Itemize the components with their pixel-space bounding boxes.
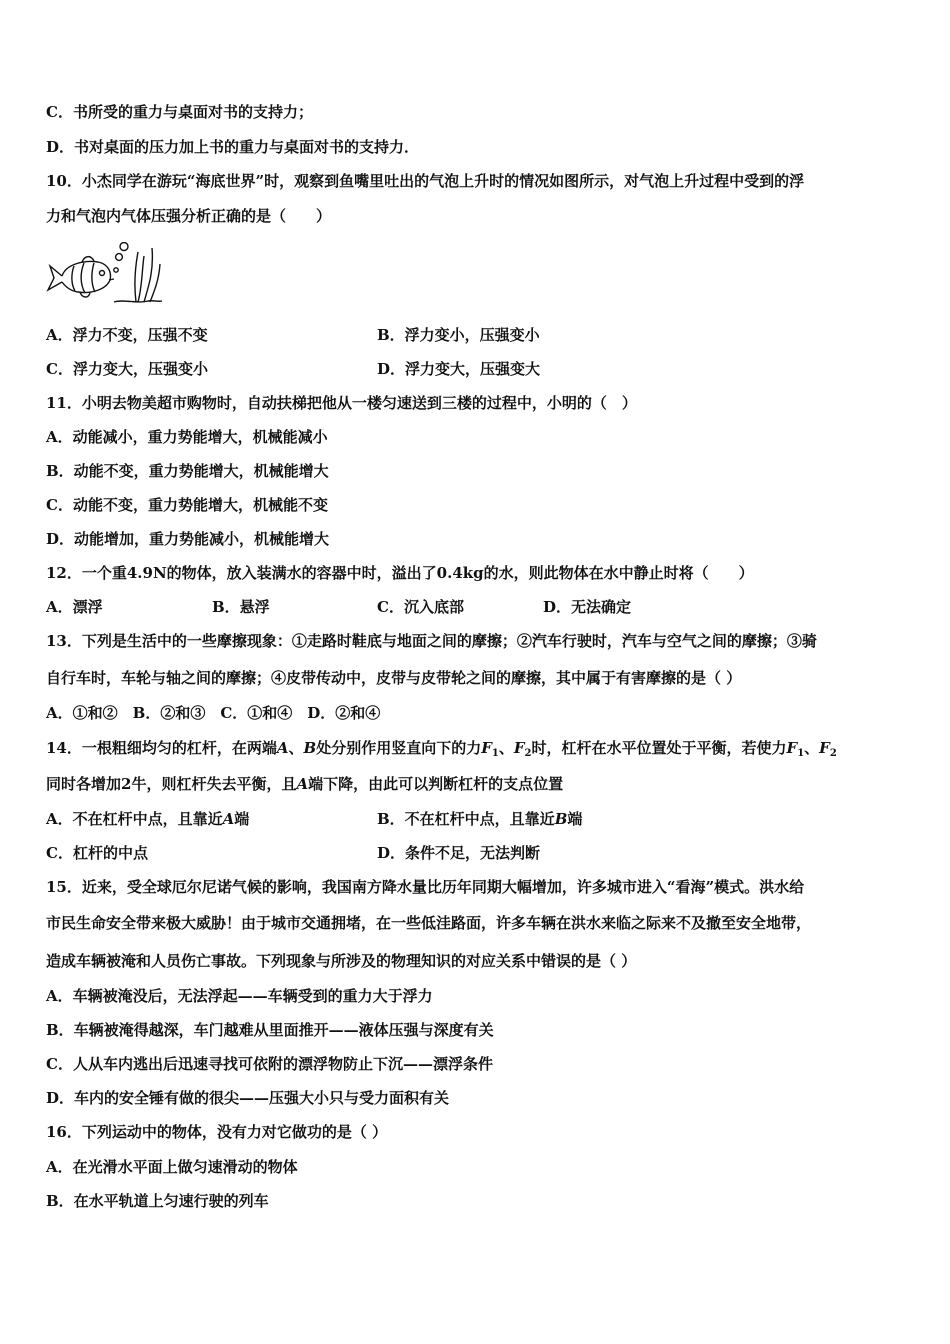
q15-stem-line2: 市民生命安全带来极大威胁！由于城市交通拥堵，在一些低洼路面，许多车辆在洪水来临之际来不及撤至安全地带， xyxy=(46,914,812,932)
q14-text: 14．一根粗细均匀的杠杆，在两端 xyxy=(46,739,277,757)
q13-stem-line1: 13．下列是生活中的一些摩擦现象：①走路时鞋底与地面之间的摩擦；②汽车行驶时，汽车与空气之间的摩擦；③骑 xyxy=(46,632,817,650)
q14-subscript: 1 xyxy=(797,748,805,759)
q14-sep: 、 xyxy=(804,739,820,757)
q14-end-b: B xyxy=(554,810,568,828)
q10-stem-line2: 力和气泡内气体压强分析正确的是（ ） xyxy=(46,207,332,225)
q14-force-symbol: F xyxy=(513,739,525,757)
bubble-small xyxy=(114,268,118,272)
fish-eye xyxy=(100,271,105,276)
q9-option-d: D．书对桌面的压力加上书的重力与桌面对书的支持力． xyxy=(46,138,420,156)
q12-stem: 12．一个重4.9N的物体，放入装满水的容器中时，溢出了0.4kg的水，则此物体在水中静止时将（ ） xyxy=(46,564,754,582)
q10-option-a: A．浮力不变，压强不变 xyxy=(46,326,208,344)
q14-end-b: B xyxy=(303,739,317,757)
q12-option-a: A．漂浮 xyxy=(46,598,103,616)
q14-force-symbol: F xyxy=(819,739,830,757)
fish-body-shape xyxy=(62,262,111,293)
q14-subscript: 2 xyxy=(829,748,837,759)
q13-stem-line2: 自行车时，车轮与轴之间的摩擦；④皮带传动中，皮带与皮带轮之间的摩擦，其中属于有害摩擦的是（ ） xyxy=(46,669,742,687)
q14-stem-line2 xyxy=(46,774,563,794)
q14-force-symbol: F xyxy=(481,739,492,757)
fish-bubbles-figure xyxy=(44,242,164,306)
bubble-large xyxy=(120,243,128,251)
q11-stem: 11．小明去物美超市购物时，自动扶梯把他从一楼匀速送到三楼的过程中，小明的（ ） xyxy=(46,394,637,412)
fish-mouth xyxy=(109,279,114,280)
q14-option-text: A．不在杠杆中点，且靠近 xyxy=(46,810,223,828)
q16-option-b: B．在水平轨道上匀速行驶的列车 xyxy=(46,1192,269,1210)
q15-stem-line3: 造成车辆被淹和人员伤亡事故。下列现象与所涉及的物理知识的对应关系中错误的是（ ） xyxy=(46,952,637,970)
bubble-medium xyxy=(116,254,123,261)
q14-text: 处分别作用竖直向下的力 xyxy=(316,739,482,757)
q16-option-a: A．在光滑水平面上做匀速滑动的物体 xyxy=(46,1158,298,1176)
q14-option-a xyxy=(46,809,249,829)
q15-option-b: B．车辆被淹得越深，车门越难从里面推开——液体压强与深度有关 xyxy=(46,1021,494,1039)
q14-sep: 、 xyxy=(288,739,304,757)
q12-option-b: B．悬浮 xyxy=(212,598,270,616)
q14-subscript: 2 xyxy=(524,748,532,759)
q14-text: 时，杠杆在水平位置处于平衡，若使力 xyxy=(531,739,787,757)
q14-option-text: 端 xyxy=(234,810,250,828)
q14-text: 端下降，由此可以判断杠杆的支点位置 xyxy=(308,775,564,793)
q14-end-a: A xyxy=(222,810,235,828)
q10-stem-line1: 10．小杰同学在游玩“海底世界”时，观察到鱼嘴里吐出的气泡上升时的情况如图所示，对气泡上升过程中受到的浮 xyxy=(46,172,805,190)
q16-stem: 16．下列运动中的物体，没有力对它做功的是（ ） xyxy=(46,1123,388,1141)
q14-option-c: C．杠杆的中点 xyxy=(46,844,148,862)
q15-stem-line1: 15．近来，受全球厄尔尼诺气候的影响，我国南方降水量比历年同期大幅增加，许多城市进入“看海”模式。洪水给 xyxy=(46,878,805,896)
q14-end-a: A xyxy=(296,775,309,793)
q14-subscript: 1 xyxy=(491,748,499,759)
q14-end-a: A xyxy=(276,739,289,757)
q12-option-c: C．沉入底部 xyxy=(377,598,464,616)
q11-option-a: A．动能减小，重力势能增大，机械能减小 xyxy=(46,428,328,446)
q9-option-c: C．书所受的重力与桌面对书的支持力； xyxy=(46,103,313,121)
q13-options: A．①和② B．②和③ C．①和④ D．②和④ xyxy=(46,704,381,722)
q14-option-text: 端 xyxy=(567,810,583,828)
q12-option-d: D．无法确定 xyxy=(543,598,632,616)
q14-option-d: D．条件不足，无法判断 xyxy=(377,844,541,862)
seaweed xyxy=(135,248,160,302)
q14-stem-line1 xyxy=(46,738,837,764)
q11-option-b: B．动能不变，重力势能增大，机械能增大 xyxy=(46,462,329,480)
q14-option-b xyxy=(377,809,582,829)
q14-option-text: B．不在杠杆中点，且靠近 xyxy=(377,810,555,828)
q10-option-c: C．浮力变大，压强变小 xyxy=(46,360,208,378)
q15-option-a: A．车辆被淹没后，无法浮起——车辆受到的重力大于浮力 xyxy=(46,987,433,1005)
fish-stripes xyxy=(72,263,95,293)
q15-option-d: D．车内的安全锤有做的很尖——压强大小只与受力面积有关 xyxy=(46,1089,450,1107)
q11-option-c: C．动能不变，重力势能增大，机械能不变 xyxy=(46,496,328,514)
q14-sep: 、 xyxy=(498,739,514,757)
q10-option-d: D．浮力变大，压强变大 xyxy=(377,360,541,378)
q11-option-d: D．动能增加，重力势能减小，机械能增大 xyxy=(46,530,330,548)
q15-option-c: C．人从车内逃出后迅速寻找可依附的漂浮物防止下沉——漂浮条件 xyxy=(46,1055,493,1073)
q14-force-symbol: F xyxy=(786,739,798,757)
q10-option-b: B．浮力变小，压强变小 xyxy=(377,326,540,344)
q14-text: 同时各增加2牛，则杠杆失去平衡，且 xyxy=(46,775,297,793)
fish-tail-shape xyxy=(48,266,62,290)
